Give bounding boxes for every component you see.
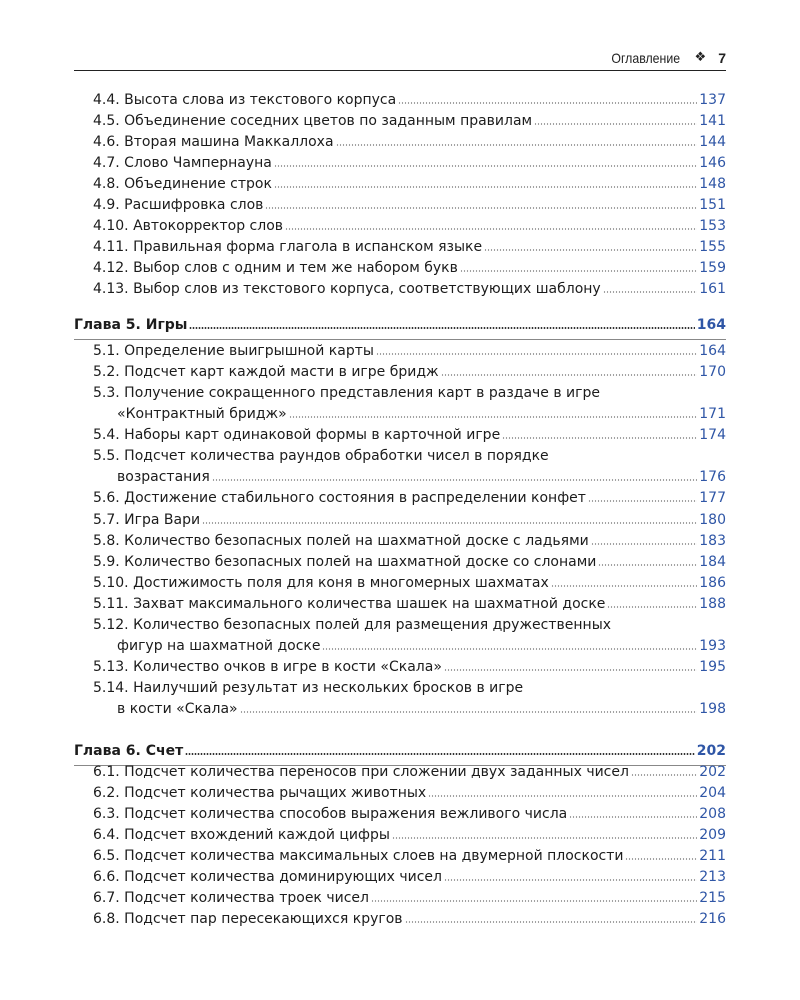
dot-leader <box>551 584 698 588</box>
page-number-link[interactable]: 153 <box>699 218 726 234</box>
entry-title: 5.3. Получение сокращенного представления карт в раздаче в игре <box>93 385 601 401</box>
entry-title: 6.1. Подсчет количества переносов при сложении двух заданных чисел <box>93 764 629 780</box>
dot-leader <box>441 373 698 377</box>
entry-title: 6.5. Подсчет количества максимальных слоев на двумерной плоскости <box>93 848 624 864</box>
dot-leader <box>212 478 697 482</box>
page-number-link[interactable]: 213 <box>699 869 726 885</box>
entry-title-continuation: в кости «Скала» <box>117 701 238 717</box>
toc-entry[interactable] <box>0 237 800 258</box>
dot-leader <box>428 794 697 798</box>
dot-leader <box>274 164 697 168</box>
entry-title: 5.12. Количество безопасных полей для размещения дружественных <box>93 617 612 633</box>
page-number-link[interactable]: 137 <box>699 92 726 108</box>
dot-leader <box>502 436 697 440</box>
page-number-link[interactable]: 180 <box>699 512 726 528</box>
entry-title: 5.6. Достижение стабильного состояния в распределении конфет <box>93 490 586 506</box>
toc-entry[interactable] <box>0 90 800 111</box>
dot-leader <box>392 836 697 840</box>
entry-title: 5.10. Достижимость поля для коня в многомерных шахматах <box>93 575 549 591</box>
dot-leader <box>460 269 697 273</box>
page-number-link[interactable]: 204 <box>699 785 726 801</box>
dot-leader <box>484 248 697 252</box>
page-number-link[interactable]: 211 <box>699 848 726 864</box>
page-number-link[interactable]: 216 <box>699 911 726 927</box>
page-number-link[interactable]: 159 <box>699 260 726 276</box>
dot-leader <box>607 605 697 609</box>
chapter-title: Глава 6. Счет <box>74 743 184 759</box>
toc-entry[interactable] <box>0 825 800 846</box>
page-number-link[interactable]: 151 <box>699 197 726 213</box>
dot-leader <box>444 668 697 672</box>
page-number-link[interactable]: 215 <box>699 890 726 906</box>
entry-title-continuation: фигур на шахматной доске <box>117 638 321 654</box>
toc-entry[interactable] <box>0 111 800 132</box>
toc-entry[interactable] <box>0 341 800 362</box>
ornament-icon: ❖ <box>694 50 707 65</box>
entry-title: 5.11. Захват максимального количества шашек на шахматной доске <box>93 596 606 612</box>
entry-title: 6.7. Подсчет количества троек чисел <box>93 890 369 906</box>
entry-title: 5.14. Наилучший результат из нескольких бросков в игре <box>93 680 524 696</box>
toc-entry[interactable] <box>0 888 800 909</box>
page-number-link[interactable]: 193 <box>699 638 726 654</box>
entry-title: 4.7. Слово Чампернауна <box>93 155 272 171</box>
page-number-link[interactable]: 146 <box>699 155 726 171</box>
page-number-link[interactable]: 198 <box>699 701 726 717</box>
toc-entry[interactable] <box>0 510 800 531</box>
page-number-link[interactable]: 184 <box>699 554 726 570</box>
toc-entry[interactable] <box>0 762 800 783</box>
entry-title: 4.12. Выбор слов с одним и тем же набором букв <box>93 260 458 276</box>
toc-entry[interactable] <box>0 216 800 237</box>
dot-leader <box>265 206 697 210</box>
page-number-link[interactable]: 176 <box>699 469 726 485</box>
toc-entry[interactable] <box>0 615 800 657</box>
entry-title-continuation: «Контрактный бридж» <box>117 406 287 422</box>
dot-leader <box>591 542 698 546</box>
entry-title: 4.9. Расшифровка слов <box>93 197 264 213</box>
toc-entry[interactable] <box>0 362 800 383</box>
entry-title-continuation: возрастания <box>117 469 210 485</box>
dot-leader <box>371 899 697 903</box>
dot-leader <box>289 415 698 419</box>
dot-leader <box>598 563 697 567</box>
entry-title: 5.5. Подсчет количества раундов обработки чисел в порядке <box>93 448 549 464</box>
page-number-link[interactable]: 195 <box>699 659 726 675</box>
page-number-link[interactable]: 209 <box>699 827 726 843</box>
toc-entry[interactable] <box>0 867 800 888</box>
toc-entry[interactable] <box>0 552 800 573</box>
toc-entry[interactable] <box>0 488 800 509</box>
page-number-link[interactable]: 164 <box>696 317 726 333</box>
entry-title: 4.11. Правильная форма глагола в испанском языке <box>93 239 483 255</box>
page-number-link[interactable]: 171 <box>699 406 726 422</box>
dot-leader <box>444 878 697 882</box>
entry-title: 6.4. Подсчет вхождений каждой цифры <box>93 827 390 843</box>
page-number-link[interactable]: 202 <box>696 743 726 759</box>
dot-leader <box>603 290 698 294</box>
dot-leader <box>336 143 698 147</box>
entry-title: 4.5. Объединение соседних цветов по заданным правилам <box>93 113 533 129</box>
page-number-link[interactable]: 186 <box>699 575 726 591</box>
header-section-title: Оглавление <box>611 50 681 66</box>
dot-leader <box>588 499 697 503</box>
page-number-link[interactable]: 161 <box>699 281 726 297</box>
toc-entry[interactable] <box>0 804 800 825</box>
dot-leader <box>202 521 697 525</box>
toc-entry[interactable] <box>0 132 800 153</box>
toc-entry[interactable] <box>0 195 800 216</box>
chapter-title: Глава 5. Игры <box>74 317 188 333</box>
page-number-link[interactable]: 144 <box>699 134 726 150</box>
entry-title: 5.9. Количество безопасных полей на шахматной доске со слонами <box>93 554 597 570</box>
entry-title: 6.6. Подсчет количества доминирующих чисел <box>93 869 442 885</box>
dot-leader <box>376 352 697 356</box>
entry-title: 5.4. Наборы карт одинаковой формы в карточной игре <box>93 427 501 443</box>
entry-title: 5.1. Определение выигрышной карты <box>93 343 374 359</box>
toc-entry[interactable] <box>0 657 800 678</box>
entry-title: 4.4. Высота слова из текстового корпуса <box>93 92 397 108</box>
toc-entry[interactable] <box>0 258 800 279</box>
toc-chapter[interactable] <box>0 741 800 762</box>
header-page-number: 7 <box>718 50 726 66</box>
page-number-link[interactable]: 174 <box>699 427 726 443</box>
toc-entry[interactable] <box>0 678 800 720</box>
page-number-link[interactable]: 148 <box>699 176 726 192</box>
dot-leader <box>185 752 695 756</box>
dot-leader <box>322 647 697 651</box>
page-number-link[interactable]: 141 <box>699 113 726 129</box>
dot-leader <box>625 857 697 861</box>
page-number-link[interactable]: 170 <box>699 364 726 380</box>
dot-leader <box>285 227 697 231</box>
toc-entry[interactable] <box>0 279 800 300</box>
toc-entry[interactable] <box>0 383 800 425</box>
page-number-link[interactable]: 155 <box>699 239 726 255</box>
toc-entry[interactable] <box>0 153 800 174</box>
entry-title: 4.6. Вторая машина Маккаллоха <box>93 134 334 150</box>
dot-leader <box>398 101 697 105</box>
toc-entry[interactable] <box>0 909 800 930</box>
entry-title: 5.13. Количество очков в игре в кости «Скала» <box>93 659 442 675</box>
entry-title: 6.2. Подсчет количества рычащих животных <box>93 785 427 801</box>
dot-leader <box>189 326 694 330</box>
entry-title: 4.13. Выбор слов из текстового корпуса, соответствующих шаблону <box>93 281 601 297</box>
page-number-link[interactable]: 188 <box>699 596 726 612</box>
dot-leader <box>274 185 697 189</box>
toc-entry[interactable] <box>0 573 800 594</box>
toc-entry[interactable] <box>0 446 800 488</box>
page-number-link[interactable]: 183 <box>699 533 726 549</box>
toc-entry[interactable] <box>0 594 800 615</box>
entry-title: 5.7. Игра Вари <box>93 512 201 528</box>
toc-entry[interactable] <box>0 783 800 804</box>
entry-title: 6.3. Подсчет количества способов выражения вежливого числа <box>93 806 568 822</box>
dot-leader <box>405 920 698 924</box>
page-number-link[interactable]: 202 <box>699 764 726 780</box>
toc-entry[interactable] <box>0 425 800 446</box>
entry-title: 4.8. Объединение строк <box>93 176 272 192</box>
dot-leader <box>534 122 697 126</box>
page-number-link[interactable]: 208 <box>699 806 726 822</box>
entry-title: 4.10. Автокорректор слов <box>93 218 284 234</box>
dot-leader <box>240 710 698 714</box>
entry-title: 5.8. Количество безопасных полей на шахматной доске с ладьями <box>93 533 589 549</box>
page-number-link[interactable]: 177 <box>699 490 726 506</box>
page-number-link[interactable]: 164 <box>699 343 726 359</box>
entry-title: 5.2. Подсчет карт каждой масти в игре бридж <box>93 364 439 380</box>
toc-chapter[interactable] <box>0 315 800 336</box>
entry-title: 6.8. Подсчет пар пересекающихся кругов <box>93 911 403 927</box>
dot-leader <box>631 773 697 777</box>
toc-entry[interactable] <box>0 846 800 867</box>
toc-entry[interactable] <box>0 531 800 552</box>
toc-entry[interactable] <box>0 174 800 195</box>
dot-leader <box>569 815 697 819</box>
